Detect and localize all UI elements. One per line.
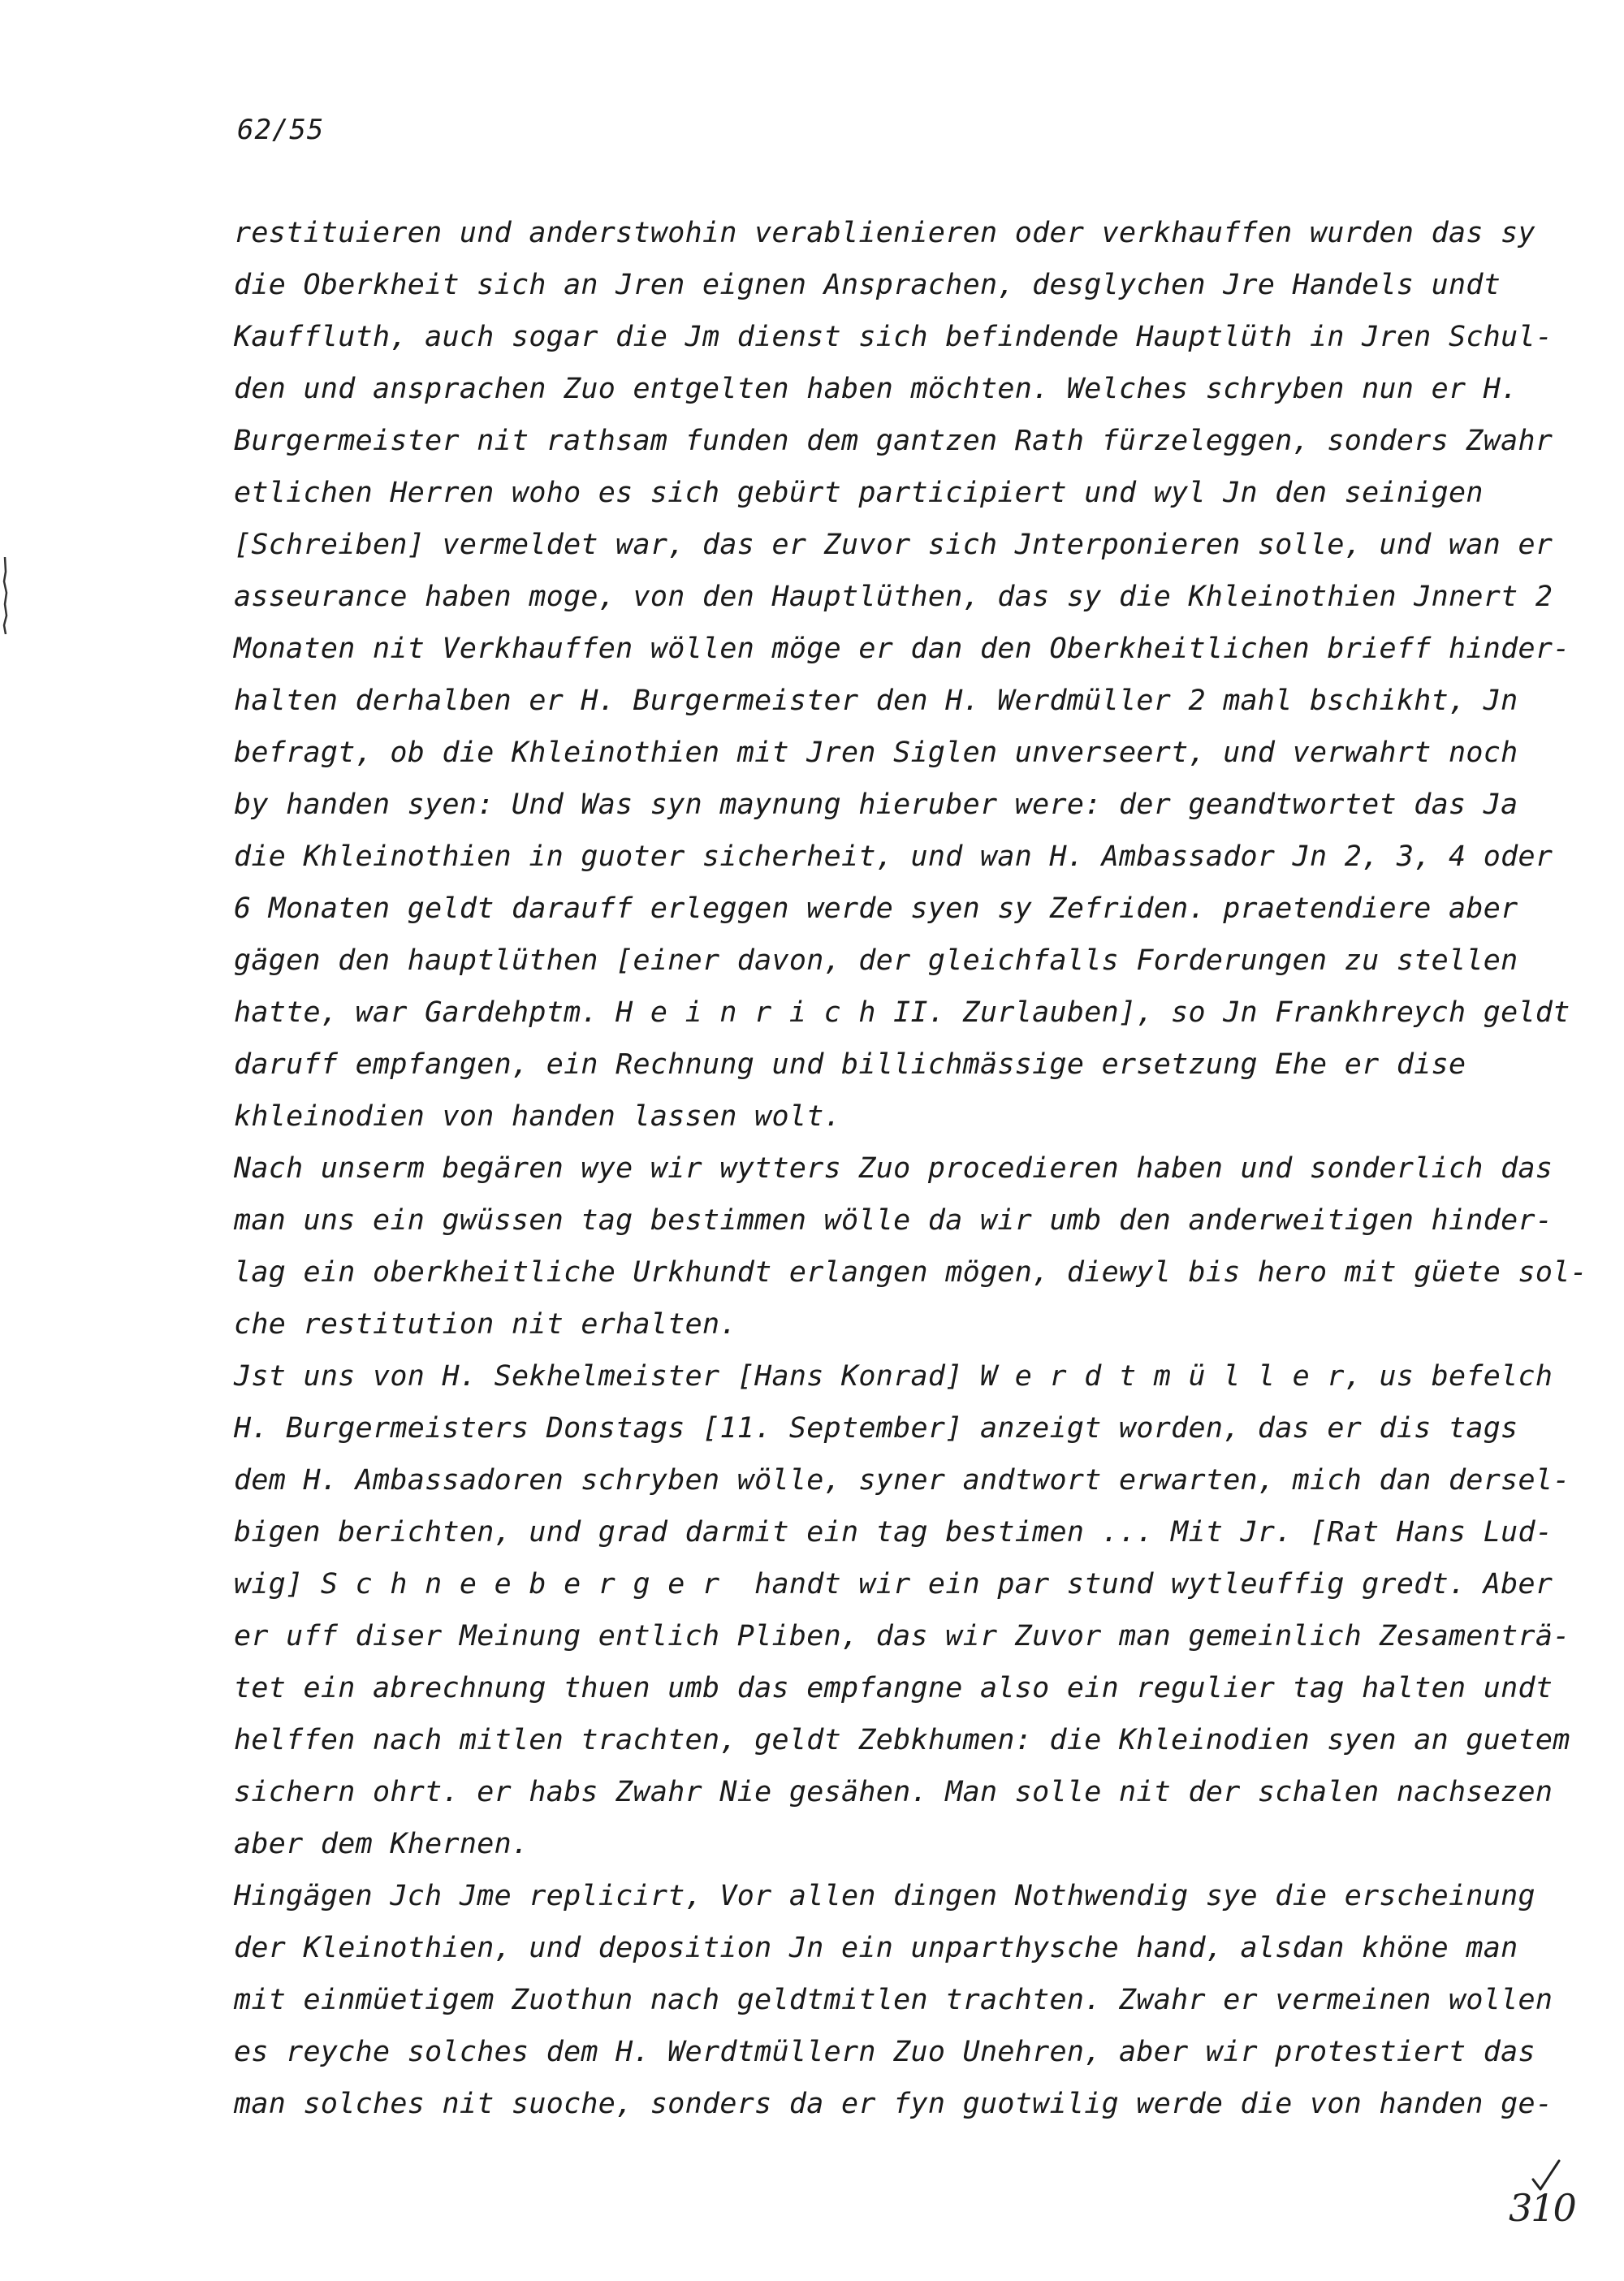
text-line-28: er uff diser Meinung entlich Pliben, das wir Zuvor man gemeinlich Zesamenträ- — [234, 1620, 1570, 1652]
text-line-24: H. Burgermeisters Donstags [11. September] anzeigt worden, das er dis tags — [234, 1412, 1518, 1445]
text-line-9: Monaten nit Verkhauffen wöllen möge er dan den Oberkheitlichen brieff hinder- — [234, 633, 1570, 665]
text-line-27: wig] S c h n e e b e r g e r handt wir ein par stund wytleuffig gredt. Aber — [234, 1568, 1553, 1601]
text-line-10: halten derhalben er H. Burgermeister den H. Werdmüller 2 mahl bschikht, Jn — [234, 685, 1518, 717]
binding-edge-mark — [2, 557, 8, 634]
page-number: 62/55 — [237, 114, 325, 146]
text-line-11: befragt, ob die Khleinothien mit Jren Siglen unverseert, und verwahrt noch — [234, 737, 1518, 769]
text-line-14: 6 Monaten geldt darauff erleggen werde syen sy Zefriden. praetendiere aber — [234, 892, 1518, 925]
text-line-18: khleinodien von handen lassen wolt. — [234, 1100, 842, 1133]
transcription-body — [234, 207, 1598, 2130]
text-line-16: hatte, war Gardehptm. H e i n r i c h II. Zurlauben], so Jn Frankhreych geldt — [234, 996, 1570, 1029]
text-line-31: sichern ohrt. er habs Zwahr Nie gesähen. Man solle nit der schalen nachsezen — [234, 1776, 1553, 1808]
text-line-30: helffen nach mitlen trachten, geldt Zebkhumen: die Khleinodien syen an guetem — [234, 1724, 1570, 1756]
text-line-5: Burgermeister nit rathsam funden dem gantzen Rath fürzeleggen, sonders Zwahr — [234, 425, 1553, 457]
text-line-35: mit einmüetigem Zuothun nach geldtmitlen trachten. Zwahr er vermeinen wollen — [234, 1984, 1553, 2016]
text-line-23: Jst uns von H. Sekhelmeister [Hans Konrad] W e r d t m ü l l e r, us befelch — [234, 1360, 1553, 1393]
text-line-37: man solches nit suoche, sonders da er fyn guotwilig werde die von handen ge- — [234, 2088, 1553, 2120]
text-line-32: aber dem Khernen. — [234, 1828, 529, 1860]
text-line-25: dem H. Ambassadoren schryben wölle, syner andtwort erwarten, mich dan dersel- — [234, 1464, 1570, 1497]
text-line-12: by handen syen: Und Was syn maynung hieruber were: der geandtwortet das Ja — [234, 788, 1518, 821]
text-line-22: che restitution nit erhalten. — [234, 1308, 737, 1341]
text-line-13: die Khleinothien in guoter sicherheit, und wan H. Ambassador Jn 2, 3, 4 oder — [234, 840, 1553, 873]
text-line-19: Nach unserm begären wye wir wytters Zuo procedieren haben und sonderlich das — [234, 1152, 1553, 1185]
text-line-26: bigen berichten, und grad darmit ein tag bestimen ... Mit Jr. [Rat Hans Lud- — [234, 1516, 1553, 1549]
text-line-8: asseurance haben moge, von den Hauptlüthen, das sy die Khleinothien Jnnert 2 — [234, 581, 1553, 613]
text-line-33: Hingägen Jch Jme replicirt, Vor allen dingen Nothwendig sye die erscheinung — [234, 1880, 1535, 1912]
text-line-15: gägen den hauptlüthen [einer davon, der gleichfalls Forderungen zu stellen — [234, 944, 1518, 977]
text-line-36: es reyche solches dem H. Werdtmüllern Zuo Unehren, aber wir protestiert das — [234, 2036, 1535, 2068]
text-line-21: lag ein oberkheitliche Urkhundt erlangen mögen, diewyl bis hero mit güete sol- — [234, 1256, 1587, 1289]
text-line-20: man uns ein gwüssen tag bestimmen wölle da wir umb den anderweitigen hinder- — [234, 1204, 1553, 1237]
folio-number: 310 — [1509, 2186, 1575, 2230]
text-line-2: die Oberkheit sich an Jren eignen Ansprachen, desglychen Jre Handels undt — [234, 269, 1501, 301]
text-line-17: daruff empfangen, ein Rechnung und billichmässige ersetzung Ehe er dise — [234, 1048, 1466, 1081]
text-line-34: der Kleinothien, und deposition Jn ein unparthysche hand, alsdan khöne man — [234, 1932, 1518, 1964]
text-line-7: [Schreiben] vermeldet war, das er Zuvor sich Jnterponieren solle, und wan er — [234, 529, 1553, 561]
text-line-1: restituieren und anderstwohin verablienieren oder verkhauffen wurden das sy — [234, 217, 1535, 249]
text-line-6: etlichen Herren woho es sich gebürt participiert und wyl Jn den seinigen — [234, 477, 1484, 509]
text-line-29: tet ein abrechnung thuen umb das empfangne also ein regulier tag halten undt — [234, 1672, 1553, 1704]
text-line-3: Kauffluth, auch sogar die Jm dienst sich befindende Hauptlüth in Jren Schul- — [234, 321, 1553, 353]
text-line-4: den und ansprachen Zuo entgelten haben möchten. Welches schryben nun er H. — [234, 373, 1518, 405]
